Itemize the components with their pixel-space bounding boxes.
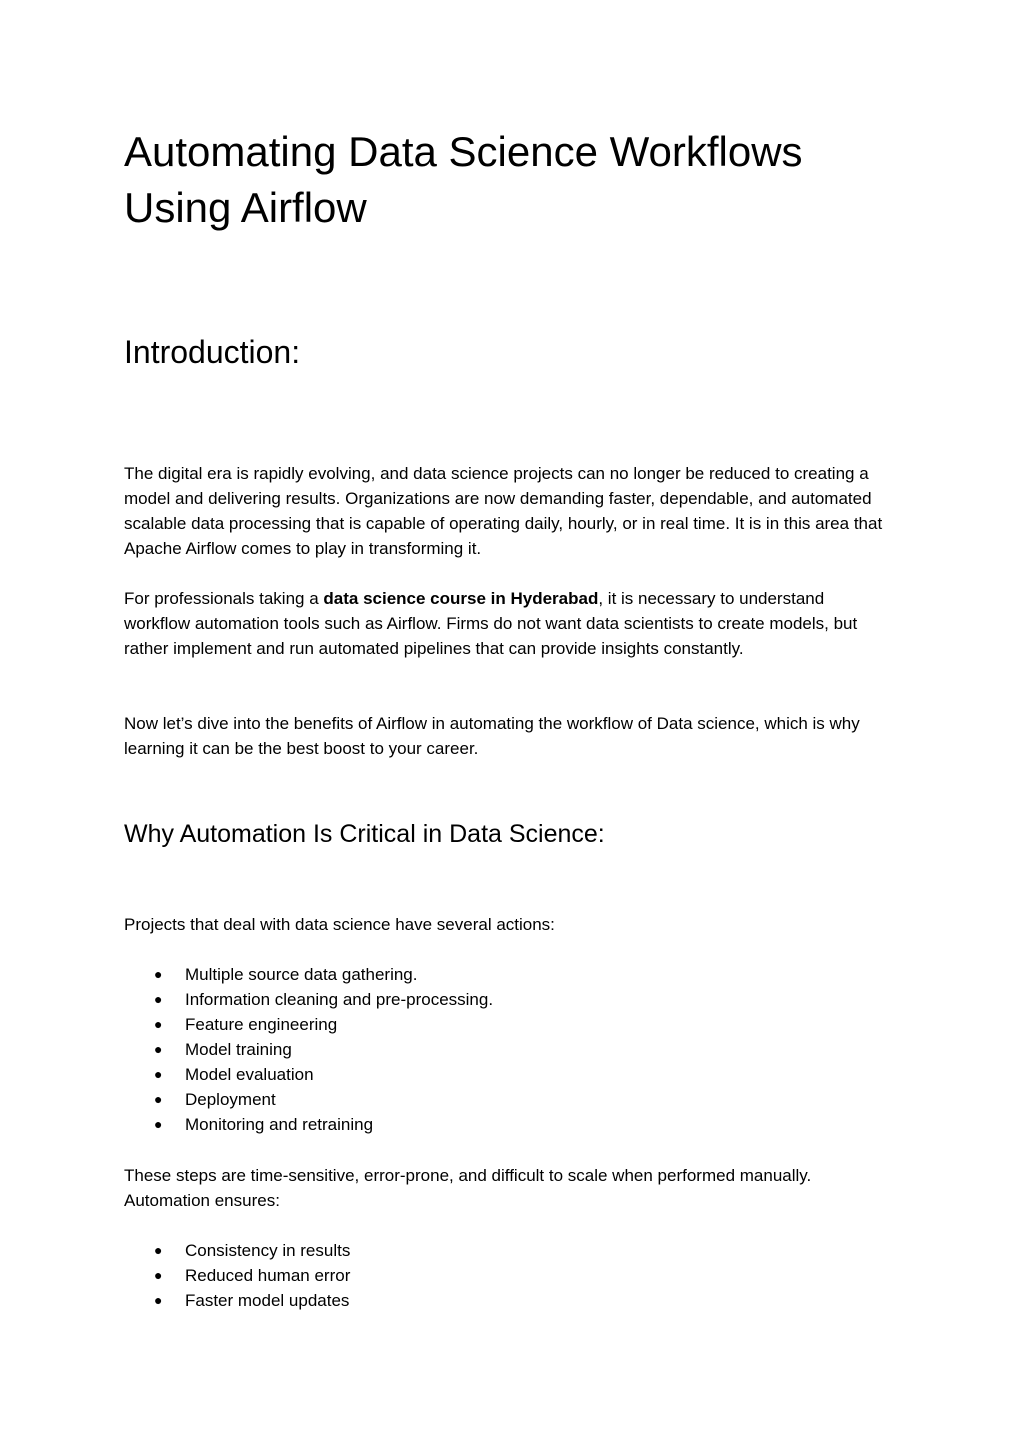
- list-item: [124, 1112, 493, 1137]
- paragraph-text: , it is necessary to understand workflow automation tools such as Airflow. Firms do not want data scientists to create models, but rather implement and run automated pipelines that can provide insights constantly.: [124, 589, 858, 658]
- list-item-text: Reduced human error: [185, 1266, 351, 1285]
- bullet-icon: ●: [154, 1016, 163, 1032]
- introduction-heading: Introduction:: [124, 334, 301, 370]
- list-item-text: Model evaluation: [185, 1065, 314, 1084]
- list-item: [124, 987, 493, 1012]
- list-item-text: Multiple source data gathering.: [185, 965, 418, 984]
- why-automation-heading: Why Automation Is Critical in Data Science:: [124, 820, 605, 848]
- bullet-icon: ●: [154, 1242, 163, 1258]
- list-item: [124, 1238, 350, 1263]
- actions-intro: Projects that deal with data science have several actions:: [124, 915, 555, 934]
- list-item-text: Faster model updates: [185, 1291, 350, 1310]
- bullet-icon: ●: [154, 1091, 163, 1107]
- bullet-icon: ●: [154, 1267, 163, 1283]
- intro-paragraph-3: Now let’s dive into the benefits of Airflow in automating the workflow of Data science, which is why learning it can be the best boost to your career.: [124, 714, 860, 758]
- intro-paragraph-1: The digital era is rapidly evolving, and data science projects can no longer be reduced to creating a model and delivering results. Organizations are now demanding faster, dependable, and automated scalable data processing that is capable of operating daily, hourly, or in real time. It is in this area that Apache Airflow comes to play in transforming it.: [124, 464, 883, 558]
- list-item: [124, 962, 493, 987]
- bullet-icon: ●: [154, 966, 163, 982]
- bullet-icon: ●: [154, 1116, 163, 1132]
- bold-keyword: data science course in Hyderabad: [323, 589, 599, 608]
- actions-list: [124, 962, 493, 1137]
- ensures-list: [124, 1238, 350, 1313]
- bullet-icon: ●: [154, 1066, 163, 1082]
- intro-paragraph-2: [124, 586, 894, 661]
- list-item-text: Feature engineering: [185, 1015, 338, 1034]
- list-item: [124, 1012, 493, 1037]
- paragraph-text: For professionals taking a: [124, 589, 324, 608]
- list-item: [124, 1087, 493, 1112]
- list-item: [124, 1037, 493, 1062]
- list-item: [124, 1263, 350, 1288]
- list-item: [124, 1062, 493, 1087]
- bullet-icon: ●: [154, 1041, 163, 1057]
- list-item: [124, 1288, 350, 1313]
- list-item-text: Information cleaning and pre-processing.: [185, 990, 494, 1009]
- list-item-text: Model training: [185, 1040, 292, 1059]
- document-title: Automating Data Science Workflows Using Airflow: [124, 128, 803, 231]
- list-item-text: Deployment: [185, 1090, 276, 1109]
- bullet-icon: ●: [154, 1292, 163, 1308]
- bullet-icon: ●: [154, 991, 163, 1007]
- list-item-text: Consistency in results: [185, 1241, 351, 1260]
- automation-summary: These steps are time-sensitive, error-prone, and difficult to scale when performed manually. Automation ensures:: [124, 1166, 812, 1210]
- list-item-text: Monitoring and retraining: [185, 1115, 374, 1134]
